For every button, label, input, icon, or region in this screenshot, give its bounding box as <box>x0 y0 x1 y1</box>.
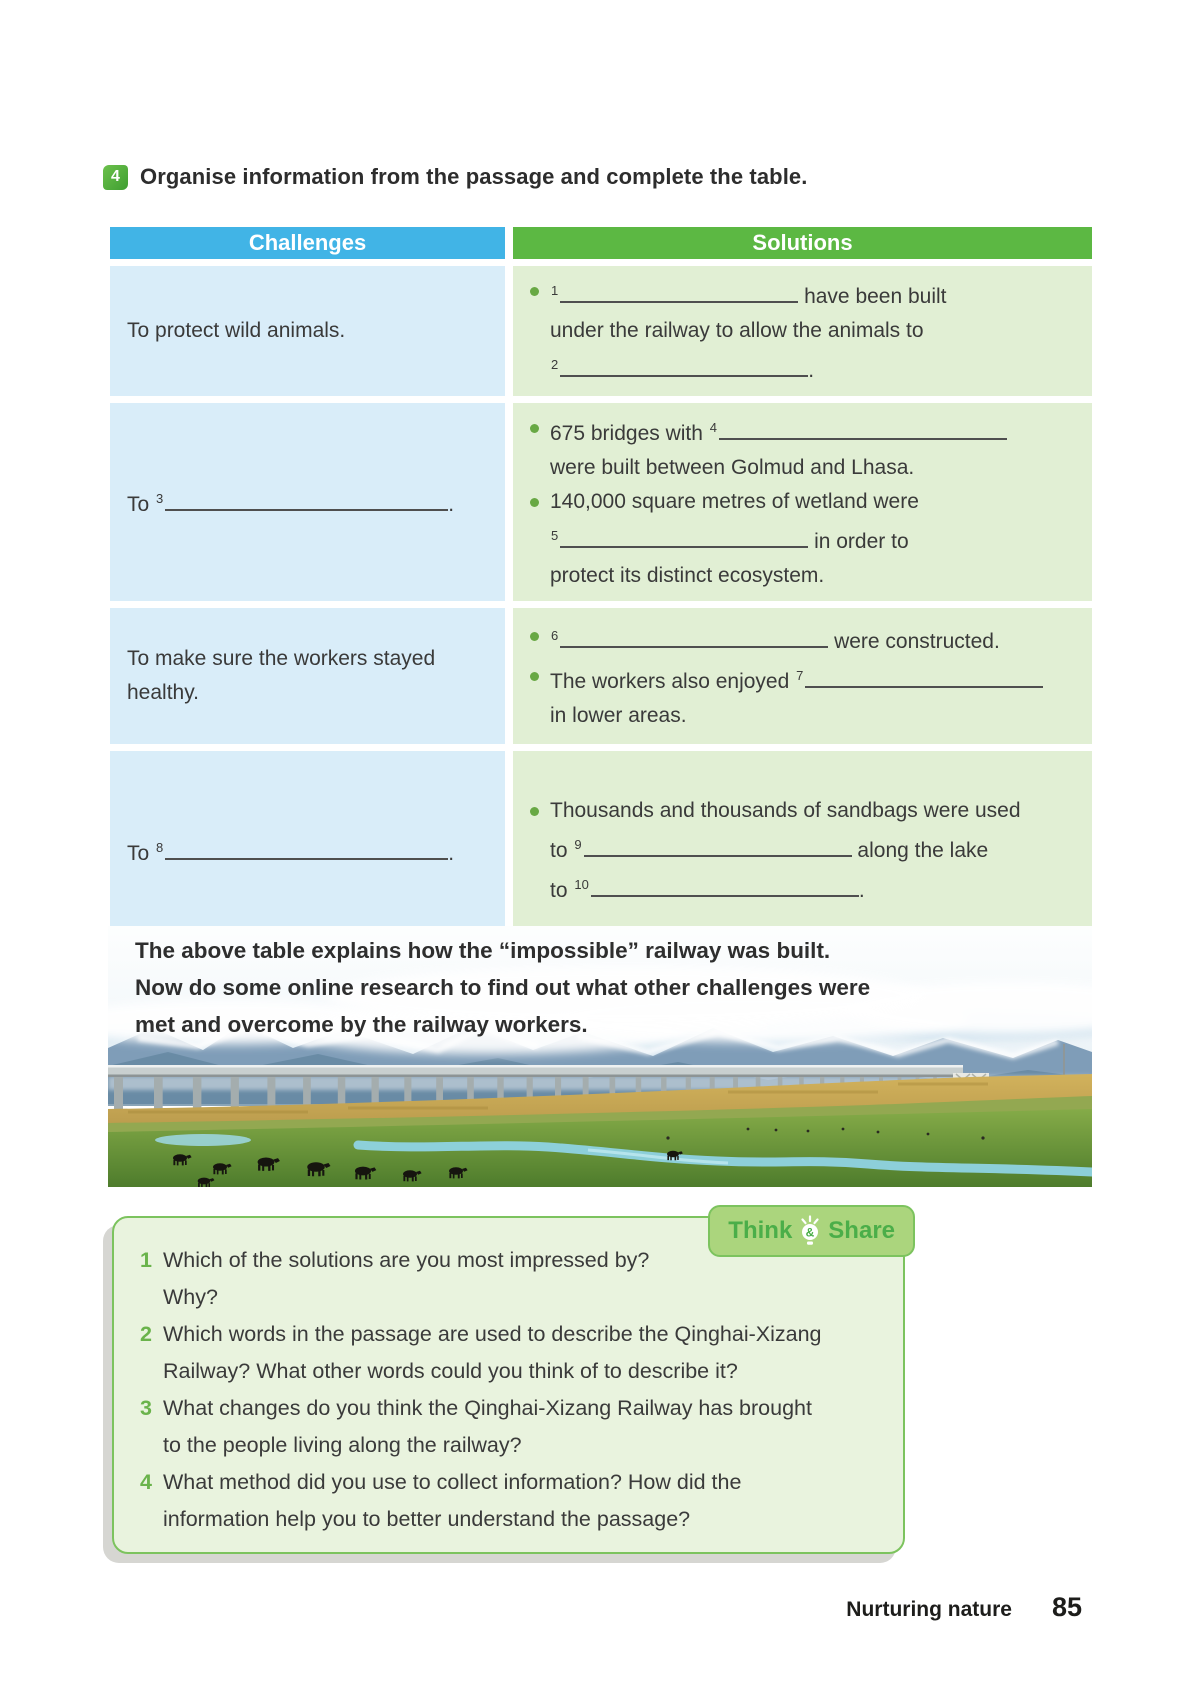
table-row <box>110 608 1092 744</box>
answer-blank-8[interactable]: 8 <box>155 842 448 865</box>
solution-cell <box>513 266 1092 396</box>
challenges-header: Challenges <box>110 227 505 259</box>
solutions-header: Solutions <box>513 227 1092 259</box>
table-header-row <box>110 227 1092 259</box>
challenge-cell: To $^3$ . <box>110 403 505 601</box>
solution-item: $^1$ have been built under the railway to allow the animals to $^2$ . <box>527 274 947 388</box>
answer-blank-5[interactable]: 5 <box>550 530 808 553</box>
challenge-cell: To protect wild animals. <box>110 266 505 396</box>
solution-cell <box>513 751 1092 951</box>
solution-cell <box>513 403 1092 601</box>
page-footer <box>108 1592 1092 1623</box>
exercise-instruction <box>103 164 807 190</box>
question-text: What method did you use to collect information? How did the information help you to better understand the passage? <box>163 1470 742 1531</box>
bullet-icon <box>530 672 539 681</box>
solution-item: 675 bridges with $^4$ were built between Golmud and Lhasa. <box>527 411 1007 485</box>
share-label: Share <box>828 1217 895 1244</box>
page-number: 85 <box>1051 1592 1082 1622</box>
answer-blank-4[interactable]: 4 <box>709 422 1007 445</box>
answer-blank-10[interactable]: 10 <box>573 879 858 902</box>
bullet-icon <box>530 498 539 507</box>
research-note-line: The above table explains how the “impossible” railway was built. <box>135 938 831 963</box>
answer-blank-6[interactable]: 6 <box>550 630 828 653</box>
think-label: Think <box>728 1217 793 1244</box>
answer-blank-2[interactable]: 2 <box>550 359 808 382</box>
question-item <box>140 1464 879 1538</box>
table-body <box>110 266 1092 951</box>
challenges-solutions-table <box>110 227 1092 951</box>
solution-item: Thousands and thousands of sandbags were used to $^9$ along the lake to $^{10}$ . <box>527 794 1021 908</box>
lightbulb-ampersand-icon <box>798 1215 822 1247</box>
question-number: 2 <box>140 1322 152 1346</box>
challenge-cell: To make sure the workers stayed healthy. <box>110 608 505 744</box>
railway-photo <box>108 926 1092 1187</box>
solution-item: $^6$ were constructed. <box>527 619 1043 659</box>
think-share-box <box>112 1216 905 1554</box>
table-row <box>110 403 1092 601</box>
challenge-cell: To $^8$ . <box>110 751 505 951</box>
chapter-title: Nurturing nature <box>846 1598 1012 1621</box>
solution-cell <box>513 608 1092 744</box>
solution-item: The workers also enjoyed $^7$ in lower areas. <box>527 659 1043 733</box>
question-text: Which words in the passage are used to describe the Qinghai-Xizang Railway? What other words could you think of to describe it? <box>163 1322 822 1383</box>
question-number: 4 <box>140 1470 152 1494</box>
exercise-number-badge: 4 <box>103 165 128 190</box>
question-list <box>114 1218 903 1538</box>
question-number: 3 <box>140 1396 152 1420</box>
solution-item: 140,000 square metres of wetland were $^5$ in order to protect its distinct ecosystem. <box>527 485 1007 593</box>
question-text: Which of the solutions are you most impressed by? Why? <box>163 1248 650 1309</box>
answer-blank-9[interactable]: 9 <box>573 839 851 862</box>
question-number: 1 <box>140 1248 152 1272</box>
think-share-tab <box>708 1205 915 1257</box>
table-row <box>110 266 1092 396</box>
research-note-line: met and overcome by the railway workers. <box>135 1012 588 1037</box>
question-item <box>140 1390 879 1464</box>
bullet-icon <box>530 287 539 296</box>
question-item <box>140 1316 879 1390</box>
question-text: What changes do you think the Qinghai-Xizang Railway has brought to the people living along the railway? <box>163 1396 812 1457</box>
answer-blank-3[interactable]: 3 <box>155 493 448 516</box>
exercise-instruction-text: Organise information from the passage and complete the table. <box>140 164 808 189</box>
bullet-icon <box>530 632 539 641</box>
answer-blank-1[interactable]: 1 <box>550 285 798 308</box>
research-note <box>135 932 870 1043</box>
answer-blank-7[interactable]: 7 <box>795 670 1043 693</box>
research-note-line: Now do some online research to find out what other challenges were <box>135 975 871 1000</box>
bullet-icon <box>530 807 539 816</box>
svg-text:&: & <box>805 1225 815 1240</box>
bullet-icon <box>530 424 539 433</box>
table-row <box>110 751 1092 951</box>
